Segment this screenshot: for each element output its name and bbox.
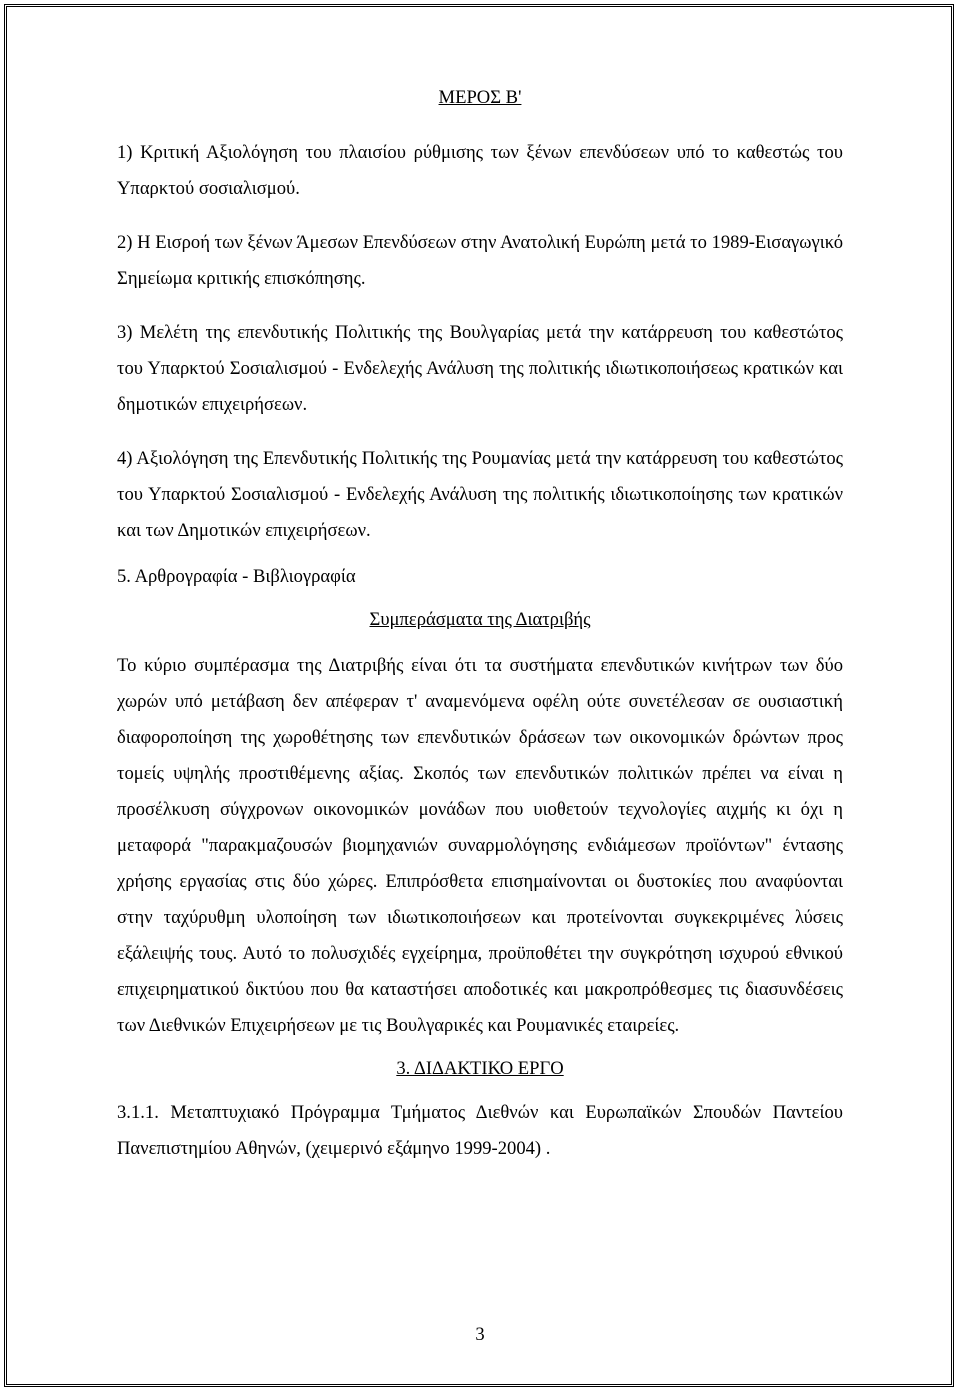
part-title: ΜΕΡΟΣ Β' bbox=[438, 87, 522, 108]
section-heading: 3. ΔΙΔΑΚΤΙΚΟ ΕΡΓΟ bbox=[396, 1058, 564, 1079]
section-item: 3.1.1. Μεταπτυχιακό Πρόγραμμα Τμήματος Διεθνών και Ευρωπαϊκών Σπουδών Παντείου Πανεπιστημίου Αθηνών, (χειμερινό εξάμηνο 1999-2004) . bbox=[117, 1102, 843, 1159]
list-item: 4) Αξιολόγηση της Επενδυτικής Πολιτικής της Ρουμανίας μετά την κατάρρευση του καθεστώτος του Υπαρκτού Σοσιαλισμού - Ενδελεχής Ανάλυση της πολιτικής ιδιωτικοποίησης των κρατικών και των Δημοτικών επιχειρήσεων. bbox=[117, 448, 843, 541]
list-item: 3) Μελέτη της επενδυτικής Πολιτικής της Βουλγαρίας μετά την κατάρρευση του καθεστώτος του Υπαρκτού Σοσιαλισμού - Ενδελεχής Ανάλυση της πολιτικής ιδιωτικοποιήσεως κρατικών και δημοτικών επιχειρήσεων. bbox=[117, 322, 843, 415]
list-item: 5. Αρθρογραφία - Βιβλιογραφία bbox=[117, 566, 356, 587]
document-body bbox=[117, 78, 843, 1167]
list-item: 2) Η Εισροή των ξένων Άμεσων Επενδύσεων στην Ανατολική Ευρώπη μετά το 1989-Εισαγωγικό Σημείωμα κριτικής επισκόπησης. bbox=[117, 232, 843, 289]
page-number: 3 bbox=[475, 1324, 485, 1345]
list-item: 1) Κριτική Αξιολόγηση του πλαισίου ρύθμισης των ξένων επενδύσεων υπό το καθεστώς του Υπαρκτού σοσιαλισμού. bbox=[117, 142, 843, 199]
conclusions-text: Το κύριο συμπέρασμα της Διατριβής είναι ότι τα συστήματα επενδυτικών κινήτρων των δύο χωρών υπό μετάβαση δεν απέφεραν τ' αναμενόμενα οφέλη ούτε συνετέλεσαν σε ουσιαστική διαφοροποίηση της χωροθέτησης των επενδυτικών δράσεων των οικονομικών δρώντων προς τομείς υψηλής προστιθέμενης αξίας. Σκοπός των επενδυτικών πολιτικών πρέπει να είναι η προσέλκυση σύγχρονων οικονομικών μονάδων που υιοθετούν τεχνολογίες αιχμής κι όχι η μεταφορά "παρακμαζουσών βιομηχανιών συναρμολόγησης ενδιάμεσων προϊόντων" έντασης χρήσης εργασίας στις δύο χώρες. Επιπρόσθετα επισημαίνονται οι δυστοκίες που αναφύονται στην ταχύρυθμη υλοποίηση των ιδιωτικοποιήσεων και προτείνονται συγκεκριμένες λύσεις εξάλειψής τους. Αυτό το πολυσχιδές εγχείρημα, προϋποθέτει την συγκρότηση ισχυρού εθνικού επιχειρηματικού δικτύου που θα καταστήσει αποδοτικές και μακροπρόθεσμες τις διασυνδέσεις των Διεθνικών Επιχειρήσεων με τις Βουλγαρικές και Ρουμανικές εταιρείες. bbox=[117, 655, 843, 1036]
conclusions-heading: Συμπεράσματα της Διατριβής bbox=[369, 609, 591, 630]
